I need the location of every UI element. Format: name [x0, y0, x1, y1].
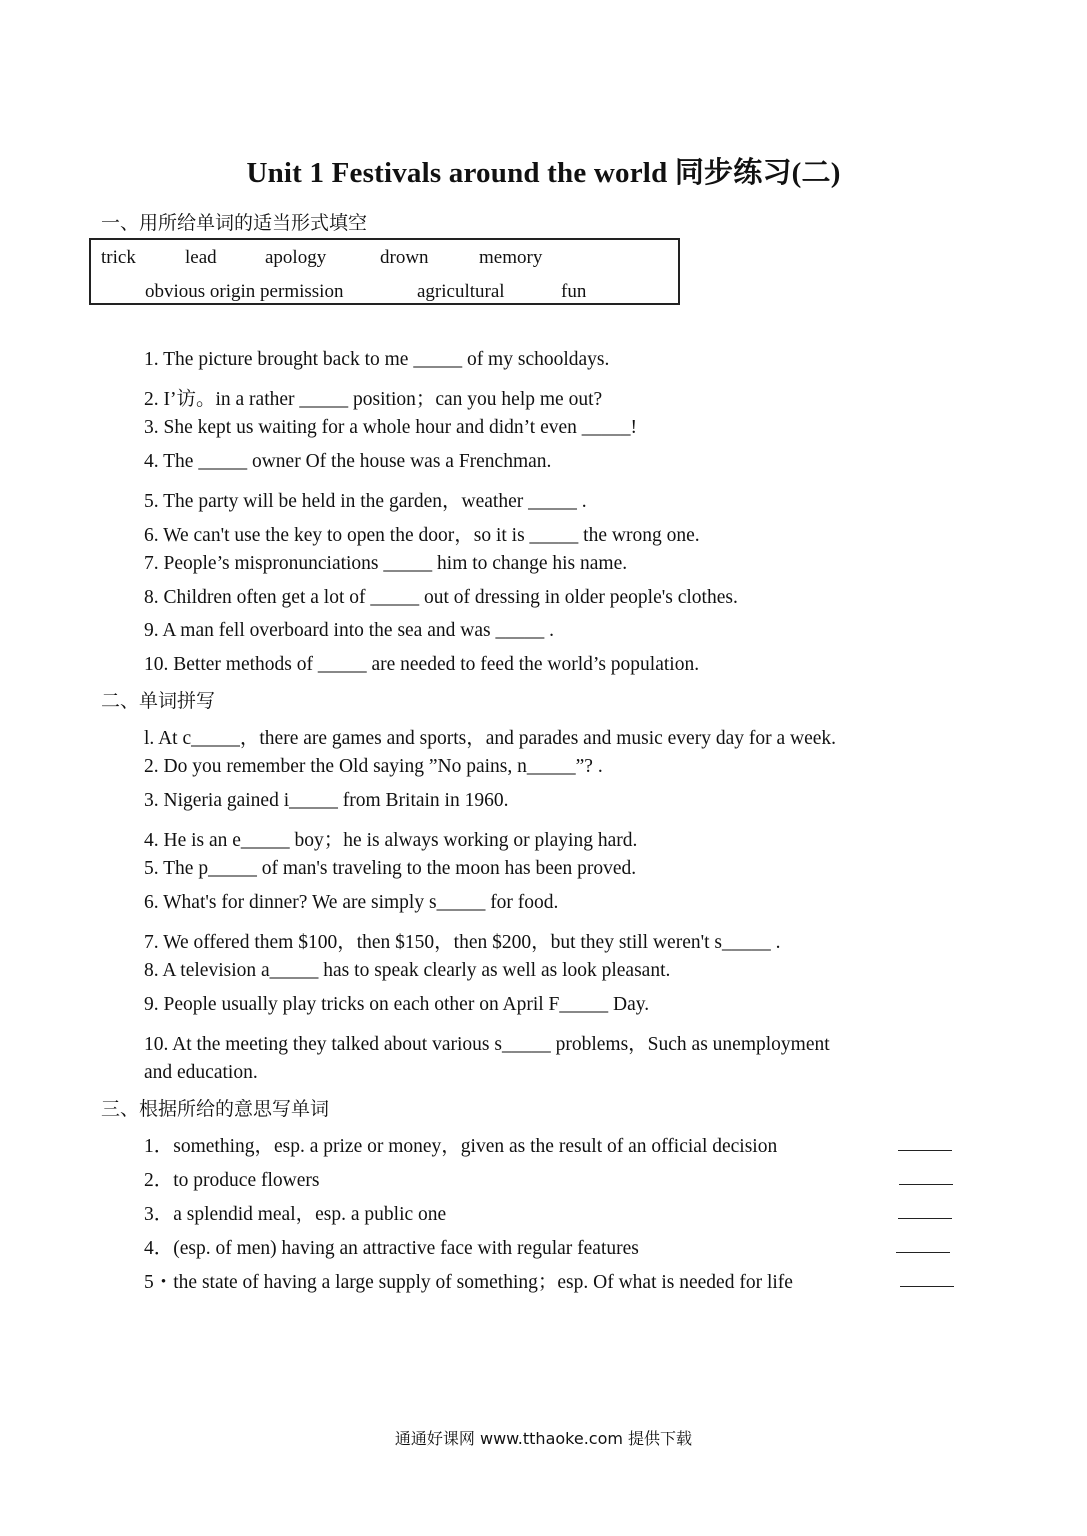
word-bank-box — [89, 238, 680, 305]
word-bank-item: fun — [561, 281, 587, 302]
footer-credit: 通通好课网 www.tthaoke.com 提供下载 — [394, 1429, 693, 1448]
word-bank-item: drown — [380, 247, 429, 268]
word-bank-item: trick — [101, 247, 136, 268]
word-bank-item: obvious origin permission — [145, 281, 344, 302]
exercise-item: 3. She kept us waiting for a whole hour and didn’t even _____! — [144, 417, 638, 438]
page-title: Unit 1 Festivals around the world 同步练习(二) — [246, 157, 841, 189]
word-bank-item: memory — [479, 247, 543, 268]
definition-item: 4．(esp. of men) having an attractive face with regular features — [144, 1238, 639, 1259]
exercise-item: 9. A man fell overboard into the sea and was _____ . — [144, 620, 554, 641]
section1-heading: 一、用所给单词的适当形式填空 — [101, 212, 368, 234]
exercise-item: 6. We can't use the key to open the door，so it is _____ the wrong one. — [144, 525, 700, 546]
exercise-item: 8. A television a_____ has to speak clearly as well as look pleasant. — [144, 960, 671, 981]
answer-blank[interactable] — [900, 1286, 954, 1287]
definition-item: 2．to produce flowers — [144, 1170, 320, 1191]
definition-item: 1．something，esp. a prize or money，given as the result of an official decision — [144, 1136, 778, 1157]
word-bank-item: agricultural — [417, 281, 505, 302]
exercise-item: 4. The _____ owner Of the house was a Frenchman. — [144, 451, 552, 472]
exercise-item: 7. People’s mispronunciations _____ him to change his name. — [144, 553, 628, 574]
answer-blank[interactable] — [898, 1218, 952, 1219]
exercise-item: 3. Nigeria gained i_____ from Britain in 1960. — [144, 790, 509, 811]
answer-blank[interactable] — [899, 1184, 953, 1185]
exercise-item: 2. I’访。in a rather _____ position；can you help me out? — [144, 389, 603, 410]
exercise-item: 4. He is an e_____ boy；he is always working or playing hard. — [144, 830, 638, 851]
exercise-item: 6. What's for dinner? We are simply s_____ for food. — [144, 892, 559, 913]
exercise-item: 5. The party will be held in the garden，weather _____ . — [144, 491, 587, 512]
word-bank-item: lead — [185, 247, 217, 268]
exercise-item: l. At c_____，there are games and sports，and parades and music every day for a week. — [144, 728, 837, 749]
exercise-item: 10. Better methods of _____ are needed to feed the world’s population. — [144, 654, 700, 675]
exercise-item-continuation: and education. — [144, 1062, 258, 1083]
exercise-item: 9. People usually play tricks on each other on April F_____ Day. — [144, 994, 650, 1015]
answer-blank[interactable] — [896, 1252, 950, 1253]
answer-blank[interactable] — [898, 1150, 952, 1151]
definition-item: 5・the state of having a large supply of something；esp. Of what is needed for life — [144, 1272, 793, 1293]
exercise-item: 2. Do you remember the Old saying ”No pains, n_____”? . — [144, 756, 603, 777]
section2-heading: 二、单词拼写 — [101, 690, 216, 712]
section3-heading: 三、根据所给的意思写单词 — [101, 1098, 330, 1120]
exercise-item: 10. At the meeting they talked about various s_____ problems，Such as unemployment — [144, 1034, 830, 1055]
word-bank-item: apology — [265, 247, 327, 268]
exercise-item: 5. The p_____ of man's traveling to the moon has been proved. — [144, 858, 637, 879]
exercise-item: 8. Children often get a lot of _____ out of dressing in older people's clothes. — [144, 587, 738, 608]
exercise-item: 1. The picture brought back to me _____ of my schooldays. — [144, 349, 610, 370]
definition-item: 3．a splendid meal，esp. a public one — [144, 1204, 447, 1225]
exercise-item: 7. We offered them $100，then $150，then $200，but they still weren't s_____ . — [144, 932, 781, 953]
